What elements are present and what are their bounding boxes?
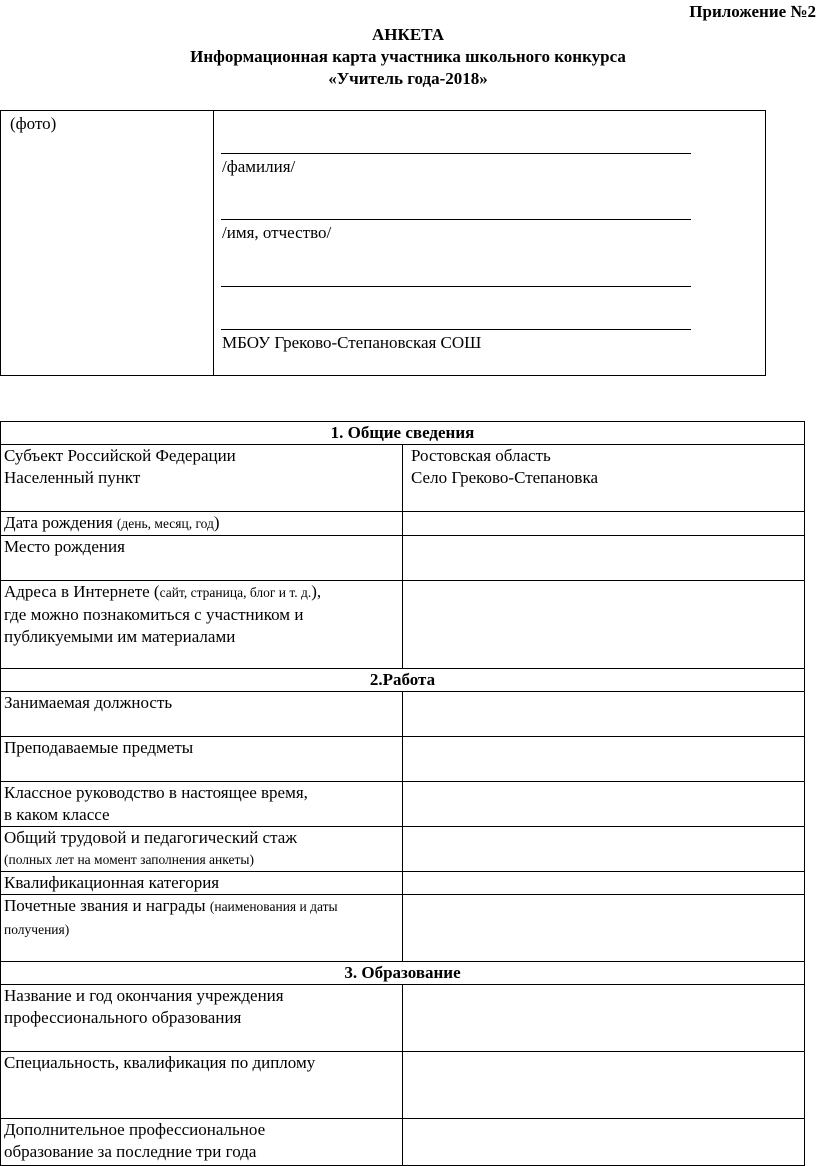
birthdate-close: ) bbox=[213, 513, 220, 532]
locality-label: Населенный пункт bbox=[4, 468, 141, 487]
experience-line-1: Общий трудовой и педагогический стаж bbox=[4, 828, 298, 847]
form-title bbox=[0, 24, 816, 90]
subject-value: Ростовская область bbox=[411, 446, 551, 465]
birthplace-label: Место рождения bbox=[1, 536, 403, 581]
internet-label-cell bbox=[1, 581, 403, 669]
questionnaire-table bbox=[0, 421, 805, 1166]
title-line-1: АНКЕТА bbox=[372, 25, 444, 44]
institution-line-2: профессионального образования bbox=[4, 1008, 242, 1027]
birthdate-hint: (день, месяц, год bbox=[116, 516, 214, 531]
birthplace-value-cell[interactable] bbox=[403, 536, 805, 581]
subject-locality-labels bbox=[1, 445, 403, 512]
experience-value-cell[interactable] bbox=[403, 827, 805, 872]
extra-field-line[interactable] bbox=[221, 286, 691, 287]
subject-label: Субъект Российской Федерации bbox=[4, 446, 236, 465]
additional-education-value-cell[interactable] bbox=[403, 1119, 805, 1166]
name-field-line[interactable] bbox=[221, 219, 691, 220]
position-value-cell[interactable] bbox=[403, 692, 805, 737]
institution-label-cell bbox=[1, 985, 403, 1052]
appendix-label: Приложение №2 bbox=[689, 2, 816, 21]
name-label: /имя, отчество/ bbox=[222, 223, 332, 242]
subject-locality-values[interactable] bbox=[403, 445, 805, 512]
category-value-cell[interactable] bbox=[403, 872, 805, 895]
section-general-header: 1. Общие сведения bbox=[1, 422, 805, 445]
awards-value-cell[interactable] bbox=[403, 895, 805, 962]
title-line-3: «Учитель года-2018» bbox=[328, 69, 488, 88]
additional-education-label-cell bbox=[1, 1119, 403, 1166]
awards-hint: (наименования и даты получения) bbox=[4, 899, 338, 937]
title-line-2: Информационная карта участника школьного конкурса bbox=[190, 47, 626, 66]
position-label: Занимаемая должность bbox=[1, 692, 403, 737]
specialty-value-cell[interactable] bbox=[403, 1052, 805, 1119]
institution-value-cell[interactable] bbox=[403, 985, 805, 1052]
category-label: Квалификационная категория bbox=[1, 872, 403, 895]
section-work-header: 2.Работа bbox=[1, 669, 805, 692]
institution-line-1: Название и год окончания учреждения bbox=[4, 986, 284, 1005]
photo-label: (фото) bbox=[10, 114, 57, 133]
specialty-label: Специальность, квалификация по диплому bbox=[1, 1052, 403, 1119]
subjects-value-cell[interactable] bbox=[403, 737, 805, 782]
birthdate-value-cell[interactable] bbox=[403, 512, 805, 536]
class-management-line-1: Классное руководство в настоящее время, bbox=[4, 783, 308, 802]
internet-hint: сайт, страница, блог и т. д. bbox=[159, 585, 312, 600]
internet-label-end: ), bbox=[311, 582, 322, 601]
awards-label-cell bbox=[1, 895, 403, 962]
experience-label-cell bbox=[1, 827, 403, 872]
internet-line-3: публикуемыми им материалами bbox=[4, 627, 236, 646]
subjects-label: Преподаваемые предметы bbox=[1, 737, 403, 782]
class-management-value-cell[interactable] bbox=[403, 782, 805, 827]
class-management-line-2: в каком классе bbox=[4, 805, 110, 824]
school-name: МБОУ Греково-Степановская СОШ bbox=[222, 333, 482, 352]
additional-education-line-2: образование за последние три года bbox=[4, 1142, 257, 1161]
additional-education-line-1: Дополнительное профессиональное bbox=[4, 1120, 266, 1139]
birthdate-label: Дата рождения bbox=[4, 513, 113, 532]
internet-label-start: Адреса в Интернете ( bbox=[4, 582, 160, 601]
locality-value: Село Греково-Степановка bbox=[411, 468, 598, 487]
class-management-label-cell bbox=[1, 782, 403, 827]
birthdate-label-cell bbox=[1, 512, 403, 536]
experience-hint: (полных лет на момент заполнения анкеты) bbox=[4, 852, 254, 867]
surname-label: /фамилия/ bbox=[222, 157, 296, 176]
awards-label: Почетные звания и награды bbox=[4, 896, 206, 915]
section-education-header: 3. Образование bbox=[1, 962, 805, 985]
internet-line-2: где можно познакомиться с участником и bbox=[4, 605, 304, 624]
photo-cell[interactable] bbox=[1, 111, 214, 375]
internet-value-cell[interactable] bbox=[403, 581, 805, 669]
school-field-line[interactable] bbox=[221, 329, 691, 330]
surname-field-line[interactable] bbox=[221, 153, 691, 154]
